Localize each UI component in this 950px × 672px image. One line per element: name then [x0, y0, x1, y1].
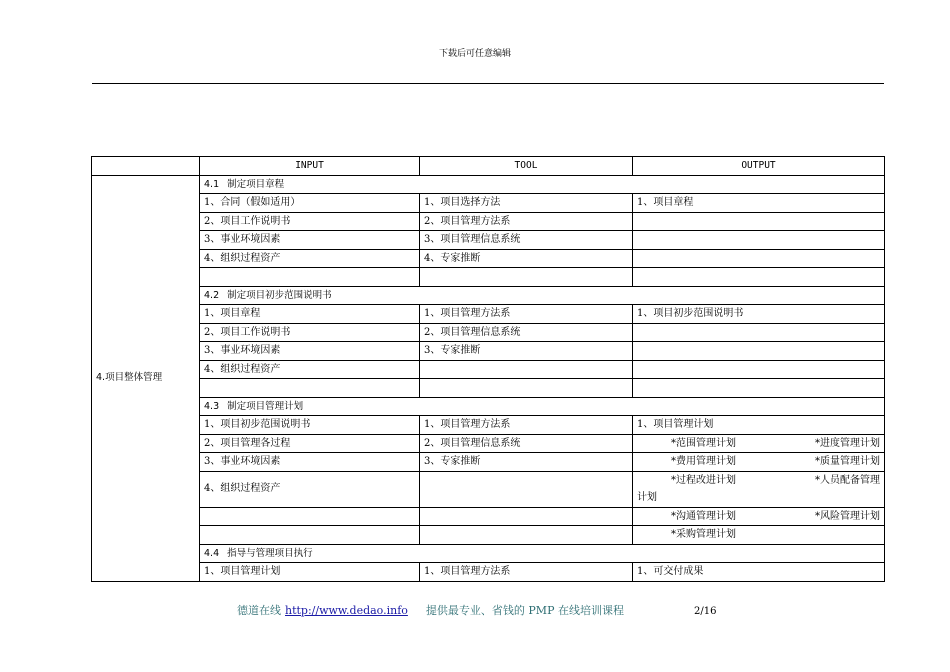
output-cell: 1、项目章程: [633, 194, 885, 213]
table-row: [92, 268, 885, 287]
table-row: [92, 471, 885, 507]
output-cell: [633, 379, 885, 398]
table-row: [92, 507, 885, 526]
section-number: 4.2: [204, 289, 220, 301]
input-cell: 3、事业环境因素: [200, 231, 420, 250]
tool-cell: 3、专家推断: [420, 342, 633, 361]
plan-item-continued: 计划: [637, 492, 657, 503]
plan-item: *费用管理计划: [671, 456, 736, 467]
output-cell: [633, 231, 885, 250]
input-cell: 2、项目管理各过程: [200, 434, 420, 453]
input-cell: 4、组织过程资产: [200, 471, 420, 507]
output-cell: [633, 342, 885, 361]
tool-cell: [420, 379, 633, 398]
section-name: 指导与管理项目执行: [227, 547, 313, 559]
section-row: [92, 286, 885, 305]
input-cell: [200, 379, 420, 398]
input-cell: 1、项目章程: [200, 305, 420, 324]
tool-cell: 3、项目管理信息系统: [420, 231, 633, 250]
section-title: [200, 397, 885, 416]
output-cell: [633, 507, 885, 526]
section-number: 4.1: [204, 178, 220, 190]
table-row: [92, 416, 885, 435]
tool-cell: 1、项目管理方法系: [420, 563, 633, 582]
header-input: INPUT: [200, 157, 420, 176]
input-cell: 1、合同（假如适用）: [200, 194, 420, 213]
input-cell: [200, 507, 420, 526]
table-row: [92, 323, 885, 342]
section-number: 4.3: [204, 400, 220, 412]
output-cell: 1、项目管理计划: [633, 416, 885, 435]
section-title: [200, 175, 885, 194]
tool-cell: [420, 526, 633, 545]
header-output: OUTPUT: [633, 157, 885, 176]
page-number: 2/16: [693, 606, 717, 617]
input-cell: 3、事业环境因素: [200, 453, 420, 472]
section-row: [92, 175, 885, 194]
input-cell: [200, 526, 420, 545]
plan-item: *沟通管理计划: [671, 510, 736, 522]
tool-cell: [420, 360, 633, 379]
output-cell: 1、可交付成果: [633, 563, 885, 582]
table-row: [92, 360, 885, 379]
header-rule: [92, 83, 884, 84]
plan-item: *质量管理计划: [815, 456, 880, 467]
table-row: [92, 526, 885, 545]
output-cell: [633, 323, 885, 342]
input-cell: 2、项目工作说明书: [200, 323, 420, 342]
section-title: [200, 544, 885, 563]
category-cell: 4.项目整体管理: [92, 175, 200, 581]
input-cell: 2、项目工作说明书: [200, 212, 420, 231]
table-header-row: [92, 157, 885, 176]
footer-brand: 德道在线: [237, 604, 281, 617]
output-cell: [633, 249, 885, 268]
output-cell: [633, 360, 885, 379]
section-title: [200, 286, 885, 305]
plan-item: *范围管理计划: [671, 437, 736, 449]
table-row: [92, 231, 885, 250]
section-name: 制定项目管理计划: [227, 400, 304, 412]
output-cell: [633, 471, 885, 507]
table-row: [92, 379, 885, 398]
table-row: [92, 342, 885, 361]
input-cell: 4、组织过程资产: [200, 360, 420, 379]
tool-cell: 1、项目管理方法系: [420, 305, 633, 324]
input-cell: [200, 268, 420, 287]
page-footer: [237, 602, 716, 618]
table-row: [92, 434, 885, 453]
tool-cell: 2、项目管理方法系: [420, 212, 633, 231]
tool-cell: 3、专家推断: [420, 453, 633, 472]
plan-item: *进度管理计划: [815, 437, 880, 449]
table-row: [92, 194, 885, 213]
tool-cell: [420, 268, 633, 287]
section-row: [92, 397, 885, 416]
table-row: [92, 563, 885, 582]
process-table: [91, 156, 885, 582]
output-cell: 1、项目初步范围说明书: [633, 305, 885, 324]
output-cell: [633, 268, 885, 287]
input-cell: 4、组织过程资产: [200, 249, 420, 268]
tool-cell: 1、项目管理方法系: [420, 416, 633, 435]
input-cell: 1、项目管理计划: [200, 563, 420, 582]
plan-item: *过程改进计划: [671, 474, 736, 486]
output-cell: [633, 212, 885, 231]
table-row: [92, 212, 885, 231]
tool-cell: [420, 471, 633, 507]
tool-cell: 1、项目选择方法: [420, 194, 633, 213]
tool-cell: 2、项目管理信息系统: [420, 434, 633, 453]
plan-item: *人员配备管理: [815, 474, 880, 486]
output-cell: [633, 453, 885, 472]
section-row: [92, 544, 885, 563]
tool-cell: [420, 507, 633, 526]
section-number: 4.4: [204, 547, 220, 559]
section-name: 制定项目初步范围说明书: [227, 289, 332, 301]
footer-link[interactable]: http://www.dedao.info: [285, 604, 408, 617]
input-cell: 3、事业环境因素: [200, 342, 420, 361]
output-cell: [633, 434, 885, 453]
table-row: [92, 305, 885, 324]
input-cell: 1、项目初步范围说明书: [200, 416, 420, 435]
plan-item: *采购管理计划: [671, 529, 736, 540]
tool-cell: 2、项目管理信息系统: [420, 323, 633, 342]
plan-item: *风险管理计划: [815, 510, 880, 522]
section-name: 制定项目章程: [227, 178, 285, 190]
header-note: 下载后可任意编辑: [438, 49, 511, 59]
header-tool: TOOL: [420, 157, 633, 176]
output-cell: [633, 526, 885, 545]
tool-cell: 4、专家推断: [420, 249, 633, 268]
table-row: [92, 249, 885, 268]
corner-cell: [92, 157, 200, 176]
footer-tagline: 提供最专业、省钱的 PMP 在线培训课程: [425, 604, 624, 617]
table-row: [92, 453, 885, 472]
